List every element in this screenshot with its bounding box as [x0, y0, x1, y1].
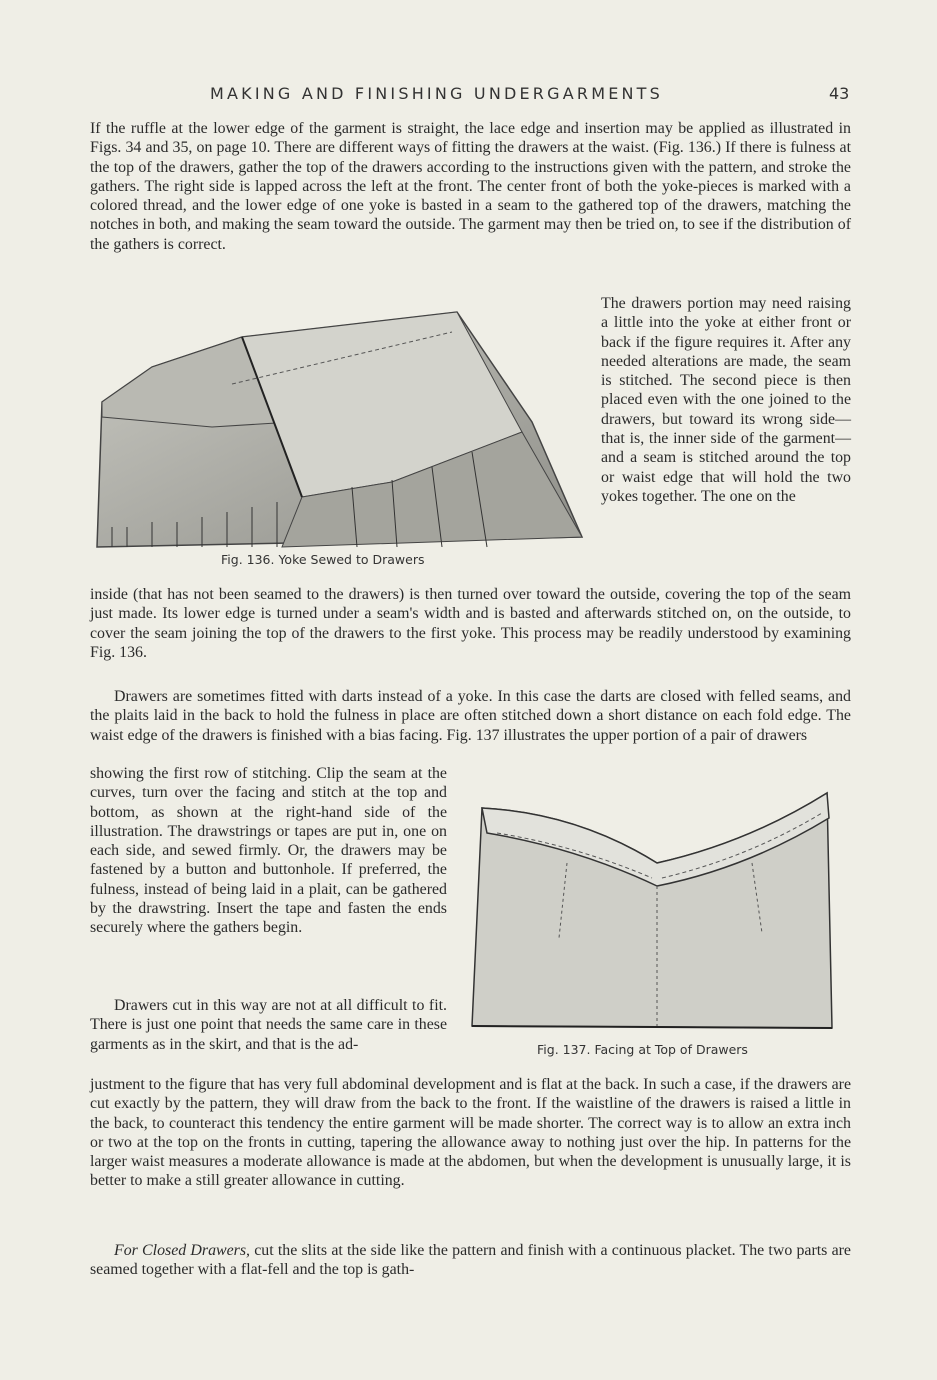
- figure-136-caption: Fig. 136. Yoke Sewed to Drawers: [221, 552, 425, 567]
- figure-136-illustration: [92, 302, 584, 552]
- page-number: 43: [829, 84, 850, 103]
- paragraph-5: [90, 1241, 851, 1281]
- paragraph-4: Drawers cut in this way are not at all difficult to fit. There is just one point that needs the same care in these garments as in the skirt, and that is the ad-: [90, 997, 447, 1053]
- paragraph-3-wrapped: showing the first row of stitching. Clip the seam at the curves, turn over the facing and stitch at the top and bottom, as shown at the right-hand side of the illustration. The drawstrings or tapes are put in, one on each side, and sewed firmly. Or, the drawers may be fastened by a button and buttonhole. If preferred, the fulness, instead of being laid in a plait, can be gathered by the drawstring. Insert the tape and fasten the ends securely where the gathers begin.: [90, 765, 447, 937]
- paragraph-1: If the ruffle at the lower edge of the garment is straight, the lace edge and insertion may be applied as illustrated in Figs. 34 and 35, on page 10. There are different ways of fitting the drawers at the waist. (Fig. 136.) If there is fulness at the top of the drawers, gather the top of the drawers according to the instructions given with the pattern, and stroke the gathers. The right side is lapped across the left at the front. The center front of both the yoke-pieces is marked with a colored thread, and the lower edge of one yoke is basted in a seam to the gathered top of the drawers, matching the notches in both, and making the seam toward the outside. The garment may then be tried on, to see if the distribution of the gathers is correct.: [90, 120, 851, 253]
- closed-drawers-heading: For Closed Drawers,: [114, 1242, 251, 1259]
- running-title: MAKING AND FINISHING UNDERGARMENTS: [210, 84, 664, 103]
- figure-137-caption: Fig. 137. Facing at Top of Drawers: [537, 1042, 748, 1057]
- paragraph-2-wrapped: The drawers portion may need raising a little into the yoke at either front or back if the figure requires it. After any needed alterations are made, the seam is stitched. The second piece is then placed even with the one joined to the drawers, but toward its wrong side—that is, the inner side of the garment—and a seam is stitched around the top or waist edge that will hold the two yokes together. The one on the: [601, 295, 851, 505]
- paragraph-4-continued: justment to the figure that has very full abdominal development and is flat at the back. In such a case, if the drawers are cut exactly by the pattern, they will draw from the back to the front. If the waistline of the drawers is raised a little in the back, to counteract this tendency the entire garment will be made shorter. The correct way is to allow an extra inch or two at the top on the fronts in cutting, tapering the allowance away to nothing just over the hip. In patterns for the larger waist measures a moderate allowance is made at the abdomen, but when the development is unusually large, it is better to make a still greater allowance in cutting.: [90, 1076, 851, 1190]
- paragraph-3: Drawers are sometimes fitted with darts instead of a yoke. In this case the darts are closed with felled seams, and the plaits laid in the back to hold the fulness in place are often stitched down a short distance on each fold edge. The waist edge of the drawers is finished with a bias facing. Fig. 137 illustrates the upper portion of a pair of drawers: [90, 688, 851, 744]
- running-header: [0, 84, 937, 106]
- paragraph-2-continued: inside (that has not been seamed to the drawers) is then turned over toward the outside, covering the top of the seam just made. Its lower edge is turned under a seam's width and is basted and afterwards stitched on, on the outside, to cover the seam joining the top of the drawers to the first yoke. This process may be readily understood by examining Fig. 136.: [90, 586, 851, 661]
- figure-137-illustration: [467, 788, 852, 1038]
- paragraph-5-text: cut the slits at the side like the pattern and finish with a continuous placket. The two parts are seamed together with a flat-fell and the top is gath-: [90, 1242, 851, 1279]
